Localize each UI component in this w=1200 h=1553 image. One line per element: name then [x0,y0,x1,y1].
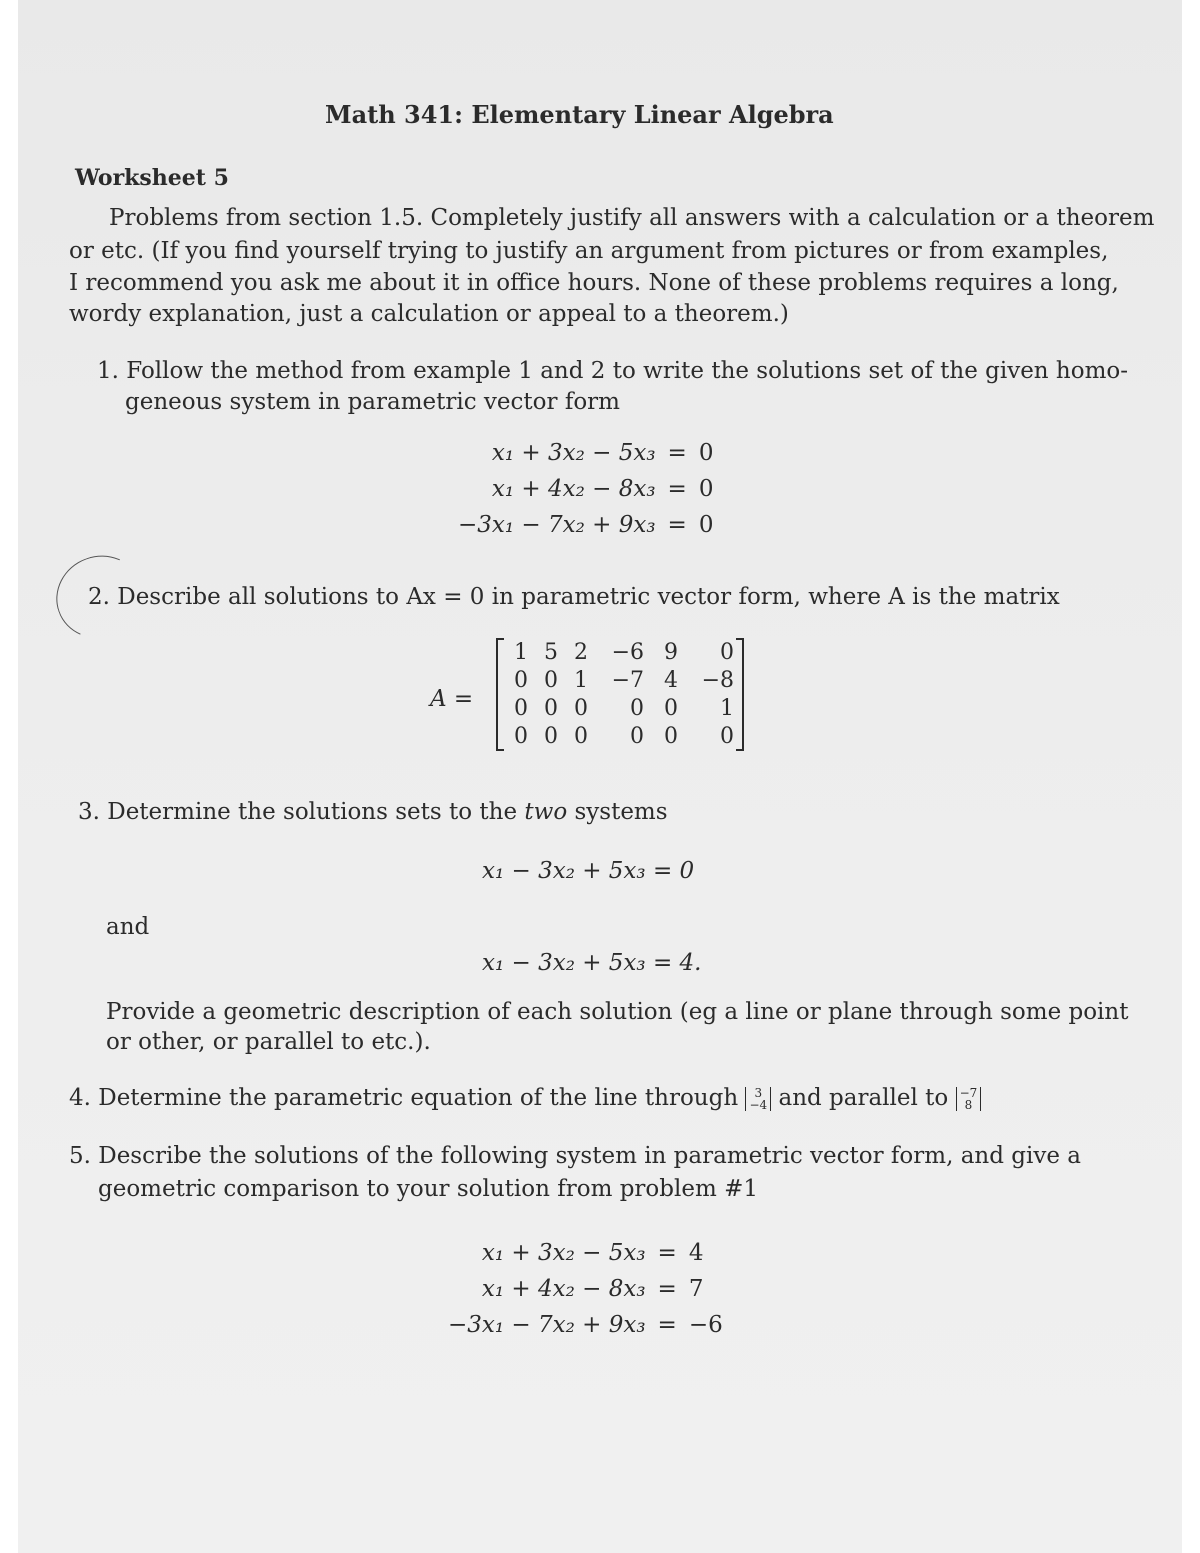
intro-line-2: or etc. (If you find yourself trying to justify an argument from pictures or from examples, [69,238,1109,264]
intro-line-3: I recommend you ask me about it in office hours. None of these problems requires a long, [69,270,1119,296]
equation-rhs: 7 [688,1276,704,1302]
and-label: and [106,914,150,940]
problem-1-line-1: 1. Follow the method from example 1 and 2 to write the solutions set of the given homo- [97,358,1129,384]
equation-lhs: x₁ + 3x₂ − 5x₃ [481,1240,646,1266]
equation-lhs: x₁ + 4x₂ − 8x₃ [491,476,656,502]
problem-3-equation-1: x₁ − 3x₂ + 5x₃ = 0 [482,858,695,884]
problem-5-line-1: 5. Describe the solutions of the following system in parametric vector form, and give a [69,1143,1081,1169]
problem-3-desc-1: Provide a geometric description of each solution (eg a line or plane through some point [106,999,1129,1025]
equation-rhs: 0 [698,512,714,538]
problem-1-line-2: geneous system in parametric vector form [125,389,620,415]
problem-3-desc-2: or other, or parallel to etc.). [106,1029,431,1055]
equation-lhs: −3x₁ − 7x₂ + 9x₃ [458,512,656,538]
matrix-label: A = [430,686,474,712]
direction-vector: −7 8 [956,1087,982,1111]
equation-lhs: x₁ + 4x₂ − 8x₃ [481,1276,646,1302]
equation-rhs: 4 [688,1240,704,1266]
page-title: Math 341: Elementary Linear Algebra [325,100,834,129]
worksheet-heading: Worksheet 5 [75,165,229,191]
intro-line-1: Problems from section 1.5. Completely justify all answers with a calculation or a theorem [109,205,1155,231]
problem-1-system: x₁ + 3x₂ − 5x₃ = 0 x₁ + 4x₂ − 8x₃ = 0 −3x₁ − 7x₂ + 9x₃ = 0 [458,440,714,538]
problem-5-system: x₁ + 3x₂ − 5x₃ = 4 x₁ + 4x₂ − 8x₃ = 7 −3x₁ − 7x₂ + 9x₃ = −6 [448,1240,723,1338]
problem-3-equation-2: x₁ − 3x₂ + 5x₃ = 4. [482,950,702,976]
equation-lhs: −3x₁ − 7x₂ + 9x₃ [448,1312,646,1338]
intro-line-4: wordy explanation, just a calculation or appeal to a theorem.) [69,301,789,327]
problem-2-text: 2. Describe all solutions to Ax = 0 in parametric vector form, where A is the matrix [88,584,1060,610]
equation-rhs: 0 [698,476,714,502]
worksheet-page [18,0,1182,1553]
problem-3-text: 3. Determine the solutions sets to the two systems [78,799,668,825]
matrix-a: 1 5 2 −6 9 0 0 0 1 −7 4 −8 0 0 0 0 0 1 0 0 0 0 0 0 [496,638,744,751]
equation-lhs: x₁ + 3x₂ − 5x₃ [491,440,656,466]
point-vector: 3 −4 [745,1087,771,1111]
equation-rhs: −6 [688,1312,723,1338]
problem-4-text: 4. Determine the parametric equation of the line through 3 −4 and parallel to −7 8 [69,1083,981,1114]
equation-rhs: 0 [698,440,714,466]
problem-5-line-2: geometric comparison to your solution from problem #1 [98,1176,758,1202]
